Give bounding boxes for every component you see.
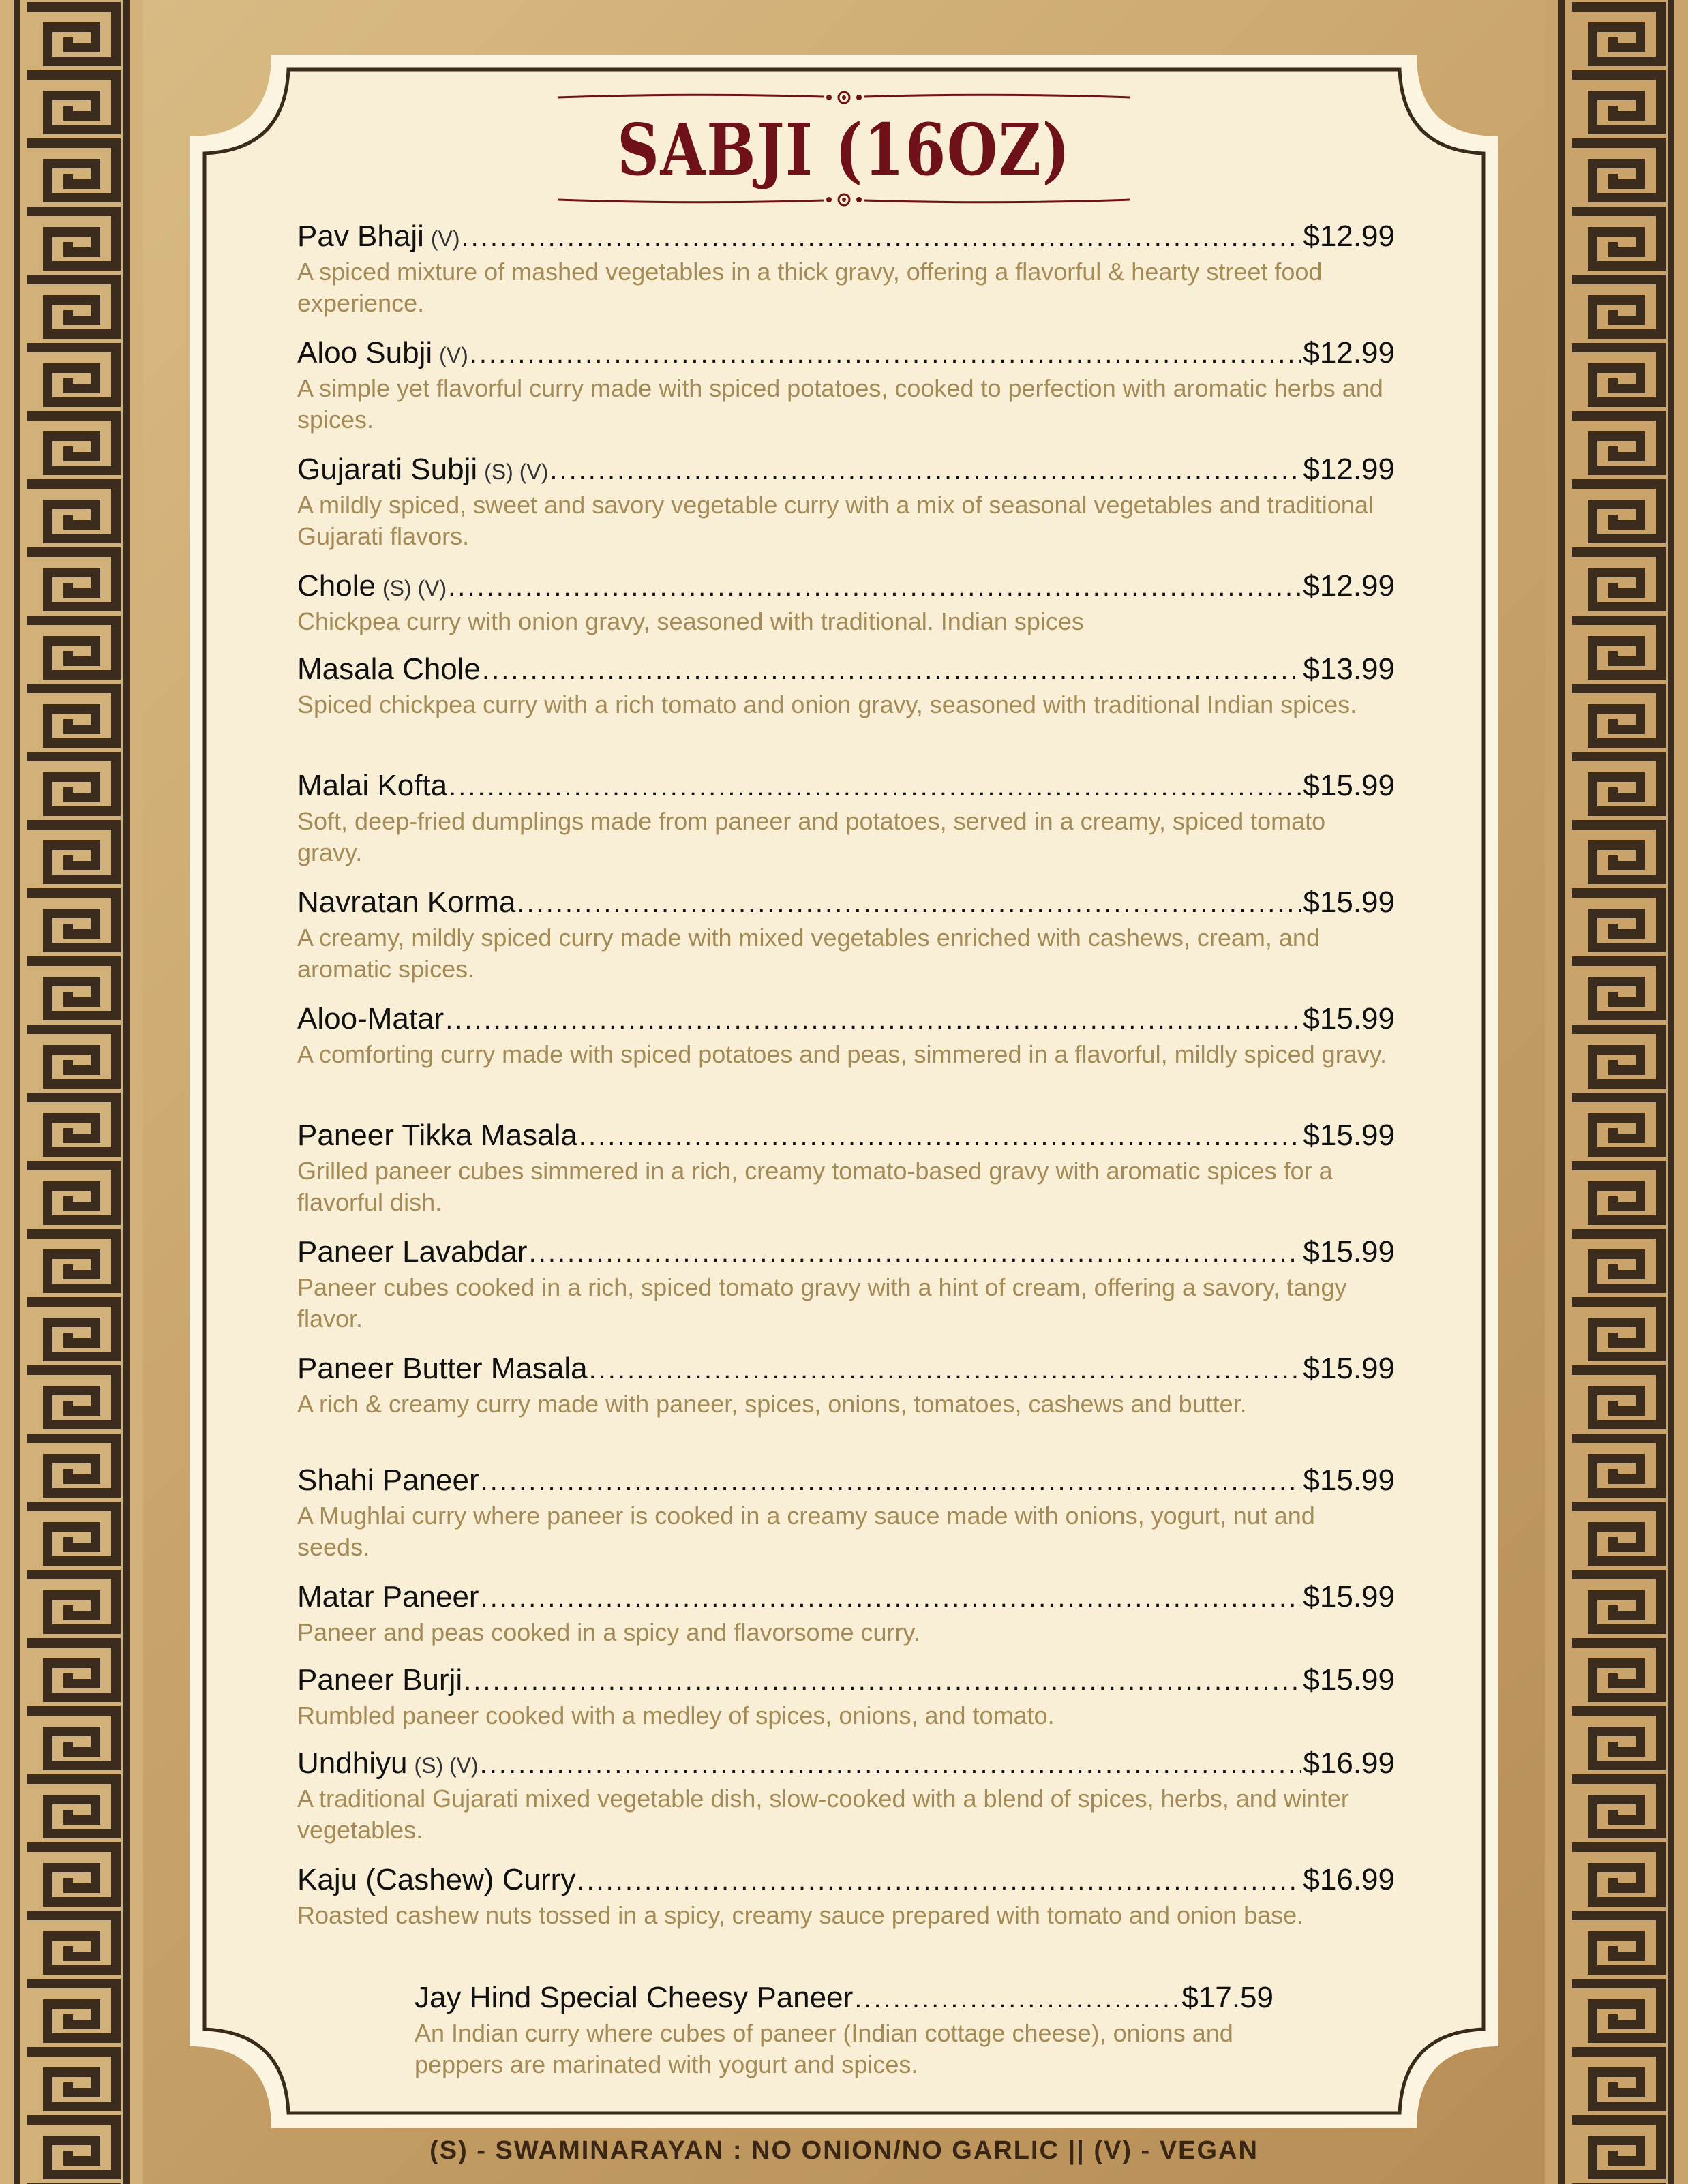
menu-item: [297, 769, 1395, 885]
left-greek-key-border: [0, 0, 143, 2184]
dot-leader: [589, 1354, 1302, 1385]
menu-item: [297, 1002, 1395, 1119]
item-description: Rumbled paneer cooked with a medley of spices, onions, and tomato.: [297, 1701, 1055, 1729]
dot-leader: [462, 222, 1302, 253]
item-name: Aloo-Matar: [297, 1002, 444, 1035]
right-greek-key-border: [1545, 0, 1688, 2184]
item-name: Kaju (Cashew) Curry: [297, 1863, 576, 1896]
item-description: A simple yet flavorful curry made with spiced potatoes, cooked to perfection with aromatic herbs and spices.: [297, 374, 1383, 434]
item-price: $12.99: [1303, 453, 1395, 486]
menu-item: [297, 336, 1395, 453]
item-price: $15.99: [1303, 1463, 1395, 1497]
dot-leader: [579, 1121, 1302, 1152]
item-name: Paneer Burji: [297, 1663, 463, 1697]
menu-panel: [190, 55, 1498, 2128]
item-tags: (S) (V): [414, 1753, 479, 1778]
dot-leader: [854, 1984, 1180, 2014]
title-ornament-top: [558, 87, 1130, 108]
item-price: $15.99: [1303, 1119, 1395, 1152]
item-tags: (S) (V): [382, 576, 447, 601]
item-name: Paneer Lavabdar: [297, 1235, 528, 1269]
item-price: $13.99: [1303, 652, 1395, 686]
menu-item: [297, 652, 1395, 769]
item-tags: (V): [430, 226, 460, 251]
item-description: Paneer and peas cooked in a spicy and flavorsome curry.: [297, 1618, 920, 1646]
dot-leader: [529, 1238, 1302, 1269]
menu-items: [297, 219, 1395, 1980]
item-price: $15.99: [1303, 1580, 1395, 1613]
item-name: Matar Paneer: [297, 1580, 479, 1613]
dot-leader: [482, 655, 1301, 686]
item-description: A rich & creamy curry made with paneer, spices, onions, tomatoes, cashews and butter.: [297, 1390, 1247, 1418]
item-tags: (V): [439, 343, 468, 367]
item-description: A spiced mixture of mashed vegetables in a thick gravy, offering a flavorful & hearty street food experience.: [297, 258, 1323, 317]
item-description: Paneer cubes cooked in a rich, spiced tomato gravy with a hint of cream, offering a savory, tangy flavor.: [297, 1273, 1347, 1333]
item-description: A comforting curry made with spiced potatoes and peas, simmered in a flavorful, mildly spiced gravy.: [297, 1040, 1387, 1068]
item-description: Chickpea curry with onion gravy, seasoned with traditional. Indian spices: [297, 607, 1084, 635]
menu-item: [297, 1119, 1395, 1235]
item-price: $16.99: [1303, 1863, 1395, 1896]
item-description: A Mughlai curry where paneer is cooked in a creamy sauce made with onions, yogurt, nut and seeds.: [297, 1502, 1315, 1561]
item-name: Shahi Paneer: [297, 1463, 479, 1497]
special-item-name: Jay Hind Special Cheesy Paneer: [415, 1981, 854, 2014]
menu-item: [297, 1746, 1395, 1863]
dot-leader: [470, 339, 1302, 369]
dot-leader: [517, 888, 1301, 919]
section-title: SABJI (16OZ): [617, 108, 1071, 192]
item-description: A creamy, mildly spiced curry made with mixed vegetables enriched with cashews, cream, and aromatic spices.: [297, 924, 1320, 983]
item-price: $12.99: [1303, 569, 1395, 603]
menu-item: [297, 885, 1395, 1002]
item-description: Grilled paneer cubes simmered in a rich, creamy tomato-based gravy with aromatic spices for a flavorful dish.: [297, 1157, 1333, 1216]
item-name: Malai Kofta: [297, 769, 448, 802]
item-price: $15.99: [1303, 1663, 1395, 1697]
menu-item: [297, 1863, 1395, 1980]
item-name: Undhiyu: [297, 1746, 408, 1780]
item-price: $15.99: [1303, 885, 1395, 919]
item-description: A traditional Gujarati mixed vegetable dish, slow-cooked with a blend of spices, herbs, and winter vegetables.: [297, 1785, 1349, 1844]
menu-item: [297, 1463, 1395, 1580]
dietary-legend-footer: (S) - SWAMINARAYAN : NO ONION/NO GARLIC || (V) - VEGAN: [429, 2136, 1259, 2165]
item-description: Soft, deep-fried dumplings made from paneer and potatoes, served in a creamy, spiced tomato gravy.: [297, 807, 1326, 866]
title-area: [190, 55, 1498, 239]
item-price: $12.99: [1303, 336, 1395, 369]
item-price: $15.99: [1303, 769, 1395, 802]
dot-leader: [449, 772, 1301, 802]
dot-leader: [481, 1466, 1302, 1497]
dot-leader: [464, 1666, 1301, 1697]
dot-leader: [577, 1866, 1301, 1896]
item-name: Aloo Subji: [297, 336, 433, 369]
dot-leader: [549, 455, 1301, 486]
item-name: Paneer Butter Masala: [297, 1352, 588, 1385]
item-name: Paneer Tikka Masala: [297, 1119, 577, 1152]
item-description: A mildly spiced, sweet and savory vegetable curry with a mix of seasonal vegetables and traditional Gujarati flavors.: [297, 491, 1374, 550]
menu-item: [297, 453, 1395, 569]
item-price: $16.99: [1303, 1746, 1395, 1780]
item-description: Roasted cashew nuts tossed in a spicy, creamy sauce prepared with tomato and onion base.: [297, 1901, 1304, 1929]
item-price: $12.99: [1303, 219, 1395, 253]
special-item-price: $17.59: [1181, 1981, 1273, 2014]
item-name: Masala Chole: [297, 652, 481, 686]
item-tags: (S) (V): [484, 459, 549, 484]
item-name: Navratan Korma: [297, 885, 516, 919]
menu-item: [297, 1580, 1395, 1663]
menu-item: [297, 1663, 1395, 1746]
item-price: $15.99: [1303, 1235, 1395, 1269]
item-description: Spiced chickpea curry with a rich tomato and onion gravy, seasoned with traditional Indian spices.: [297, 691, 1357, 718]
dot-leader: [448, 572, 1301, 603]
menu-item: [297, 219, 1395, 336]
item-name: Pav Bhaji: [297, 219, 424, 253]
special-item: [415, 1981, 1273, 2080]
title-ornament-bottom: [558, 189, 1130, 210]
menu-item: [297, 569, 1395, 652]
dot-leader: [481, 1583, 1302, 1613]
special-item-description: An Indian curry where cubes of paneer (Indian cottage cheese), onions and peppers are marinated with yogurt and spices.: [415, 2019, 1233, 2078]
item-price: $15.99: [1303, 1352, 1395, 1385]
dot-leader: [445, 1005, 1301, 1035]
dot-leader: [480, 1749, 1302, 1780]
item-name: Chole: [297, 569, 376, 603]
item-price: $15.99: [1303, 1002, 1395, 1035]
item-name: Gujarati Subji: [297, 453, 478, 486]
menu-item: [297, 1235, 1395, 1352]
menu-item: [297, 1352, 1395, 1463]
